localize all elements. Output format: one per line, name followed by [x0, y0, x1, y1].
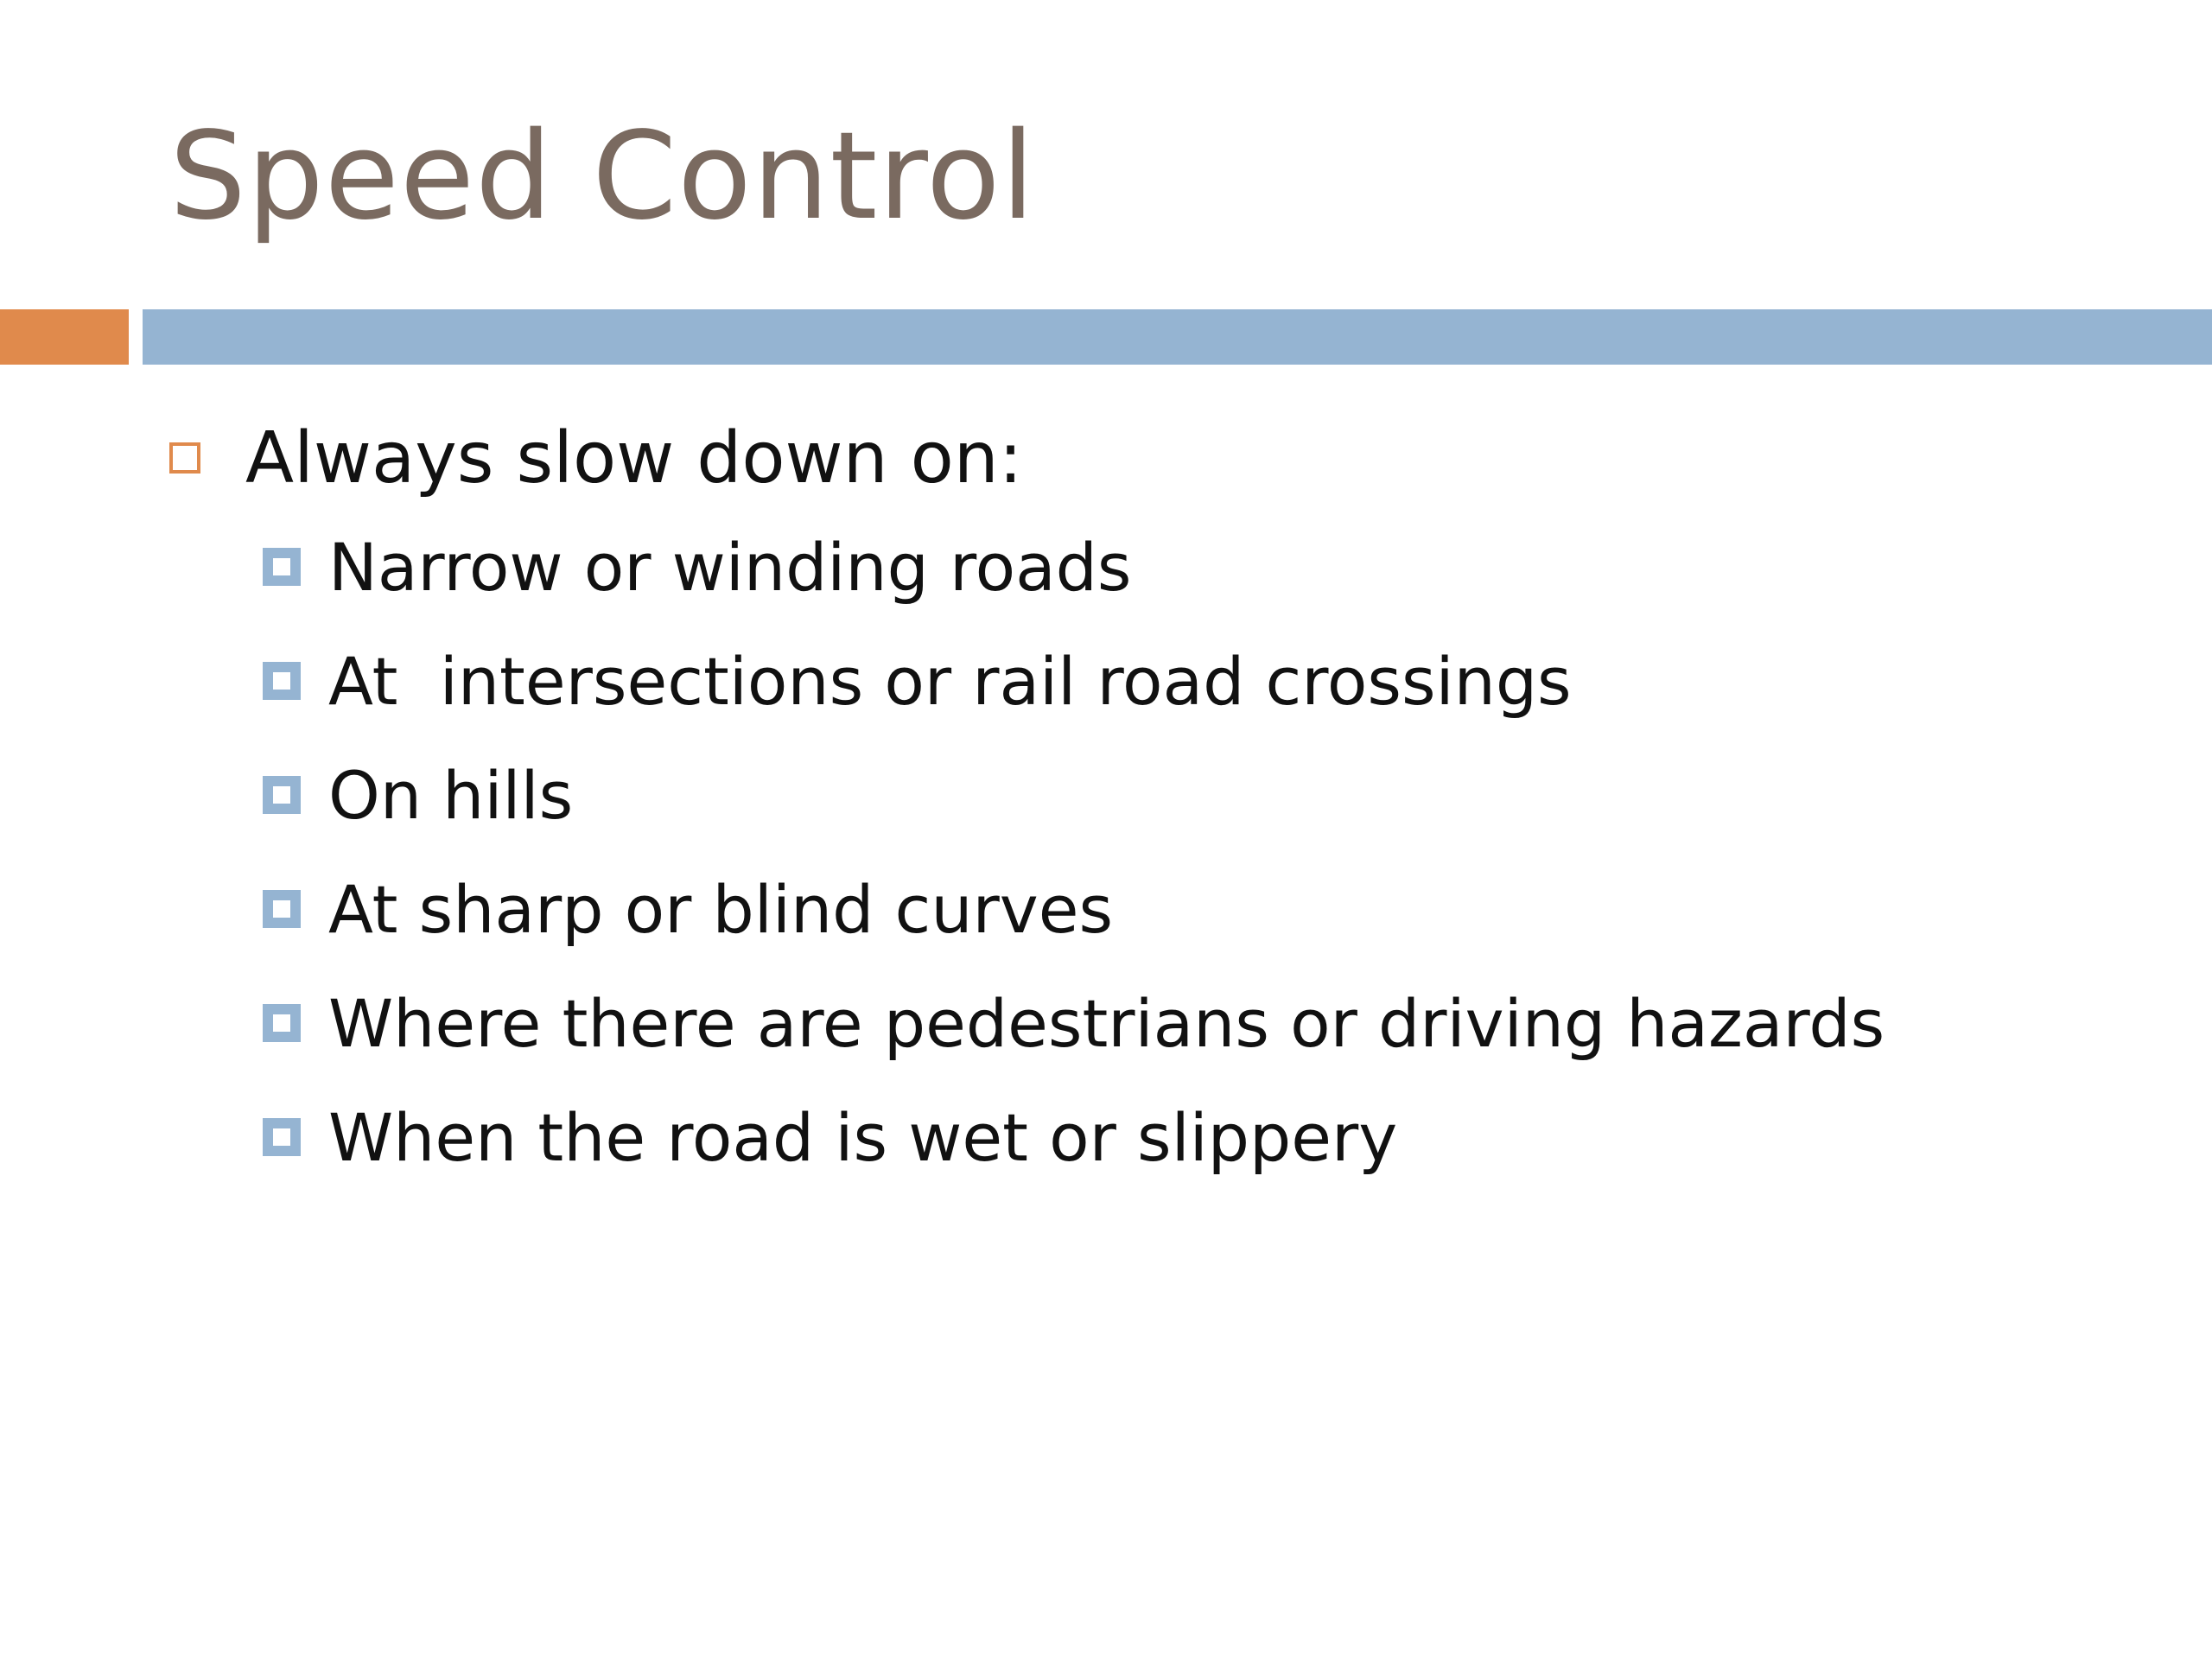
sub-bullet-item [169, 624, 2157, 738]
sub-bullet-text: At sharp or blind curves [328, 870, 1114, 948]
bullet-list [169, 406, 2157, 1194]
accent-band [0, 309, 129, 365]
sub-bullet-text: When the road is wet or slippery [328, 1098, 1398, 1176]
sub-bullet-item [169, 1080, 2157, 1194]
sub-bullet-item [169, 852, 2157, 966]
square-bullet-icon [263, 1118, 301, 1156]
square-bullet-icon [263, 548, 301, 586]
square-bullet-icon [263, 662, 301, 700]
sub-bullet-text: Narrow or winding roads [328, 528, 1132, 606]
sub-bullet-text: Where there are pedestrians or driving hazards [328, 984, 1885, 1062]
square-bullet-icon [263, 1004, 301, 1042]
sub-bullet-text: At intersections or rail road crossings [328, 642, 1572, 720]
sub-bullet-item [169, 738, 2157, 852]
slide-title: Speed Control [169, 106, 1036, 247]
sub-bullet-text: On hills [328, 756, 574, 834]
title-underline-band [143, 309, 2212, 365]
hollow-square-bullet-icon [169, 442, 200, 474]
sub-bullet-item [169, 510, 2157, 624]
bullet-item-level1 [169, 406, 2157, 510]
square-bullet-icon [263, 890, 301, 928]
bullet-text: Always slow down on: [245, 416, 1023, 499]
square-bullet-icon [263, 776, 301, 814]
sub-bullet-item [169, 966, 2157, 1080]
